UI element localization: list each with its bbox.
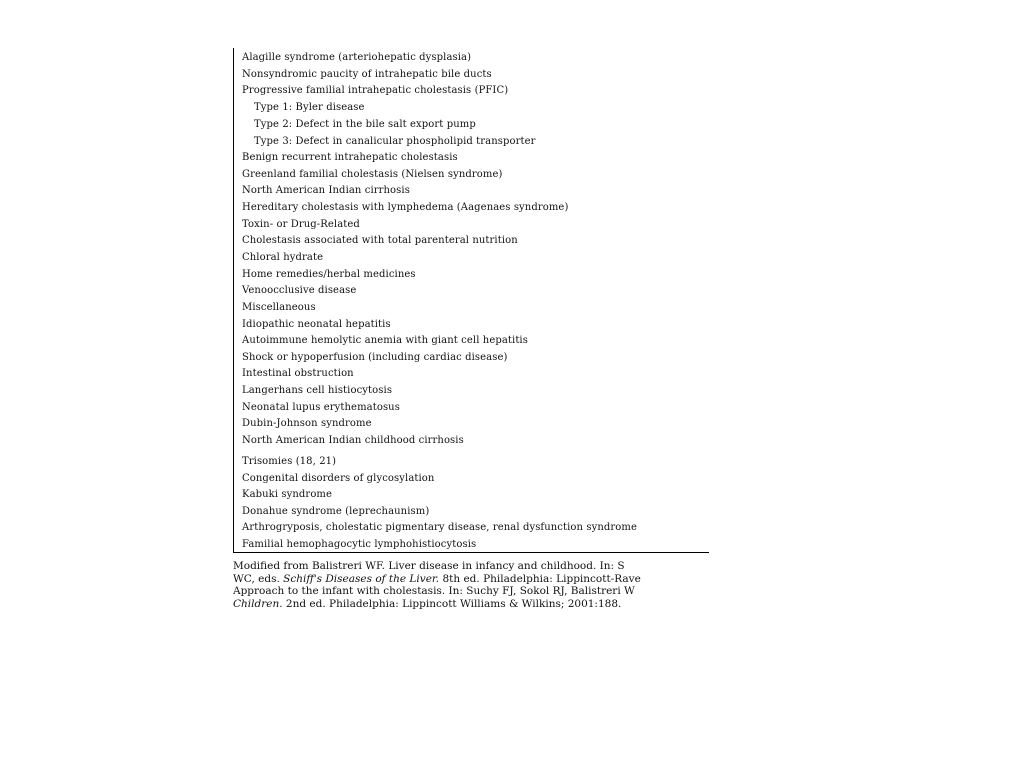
table-row: Progressive familial intrahepatic cholestasis (PFIC): [242, 85, 509, 96]
table-row: Idiopathic neonatal hepatitis: [242, 319, 391, 330]
table-row: Type 1: Byler disease: [254, 102, 365, 113]
table-row: Nonsyndromic paucity of intrahepatic bile ducts: [242, 69, 492, 80]
table-row: North American Indian childhood cirrhosis: [242, 435, 464, 446]
disease-table: [233, 48, 709, 553]
table-row: Shock or hypoperfusion (including cardiac disease): [242, 352, 508, 363]
footnote-line: Approach to the infant with cholestasis. In: Suchy FJ, Sokol RJ, Balistreri W: [233, 585, 635, 597]
table-row: Chloral hydrate: [242, 252, 324, 263]
table-row: Kabuki syndrome: [242, 489, 333, 500]
footnote-line: [233, 598, 709, 611]
table-row: Donahue syndrome (leprechaunism): [242, 506, 430, 517]
table-footnote: [233, 560, 709, 610]
table-row: Type 2: Defect in the bile salt export pump: [254, 119, 476, 130]
table-row: Type 3: Defect in canalicular phospholipid transporter: [254, 136, 536, 147]
table-row: Toxin- or Drug-Related: [242, 219, 360, 230]
table-row: Congenital disorders of glycosylation: [242, 473, 435, 484]
table-row: North American Indian cirrhosis: [242, 185, 410, 196]
footnote-book-title: Children.: [233, 597, 283, 610]
table-row: Neonatal lupus erythematosus: [242, 402, 400, 413]
table-row: Alagille syndrome (arteriohepatic dysplasia): [242, 52, 472, 63]
footnote-text: 8th ed. Philadelphia: Lippincott-Rave: [439, 572, 641, 585]
footnote-text: WC, eds.: [233, 572, 284, 585]
footnote-book-title: Schiff's Diseases of the Liver.: [283, 572, 440, 585]
table-row: Hereditary cholestasis with lymphedema (Aagenaes syndrome): [242, 202, 569, 213]
footnote-line: Modified from Balistreri WF. Liver disease in infancy and childhood. In: S: [233, 560, 625, 572]
table-row: Autoimmune hemolytic anemia with giant cell hepatitis: [242, 335, 528, 346]
footnote-text: 2nd ed. Philadelphia: Lippincott Williams & Wilkins; 2001:188.: [282, 597, 622, 610]
table-row: Cholestasis associated with total parenteral nutrition: [242, 235, 518, 246]
table-row: Familial hemophagocytic lymphohistiocytosis: [242, 539, 477, 550]
table-row: Dubin-Johnson syndrome: [242, 418, 372, 429]
table-row: Venoocclusive disease: [242, 285, 357, 296]
table-row: Miscellaneous: [242, 302, 316, 313]
table-row: Intestinal obstruction: [242, 368, 354, 379]
table-row: Greenland familial cholestasis (Nielsen syndrome): [242, 169, 503, 180]
table-row: Home remedies/herbal medicines: [242, 269, 416, 280]
table-row: Langerhans cell histiocytosis: [242, 385, 393, 396]
table-row: Arthrogryposis, cholestatic pigmentary disease, renal dysfunction syndrome: [242, 522, 637, 533]
table-row: Trisomies (18, 21): [242, 456, 337, 467]
footnote-line: [233, 573, 709, 586]
table-row: Benign recurrent intrahepatic cholestasis: [242, 152, 458, 163]
